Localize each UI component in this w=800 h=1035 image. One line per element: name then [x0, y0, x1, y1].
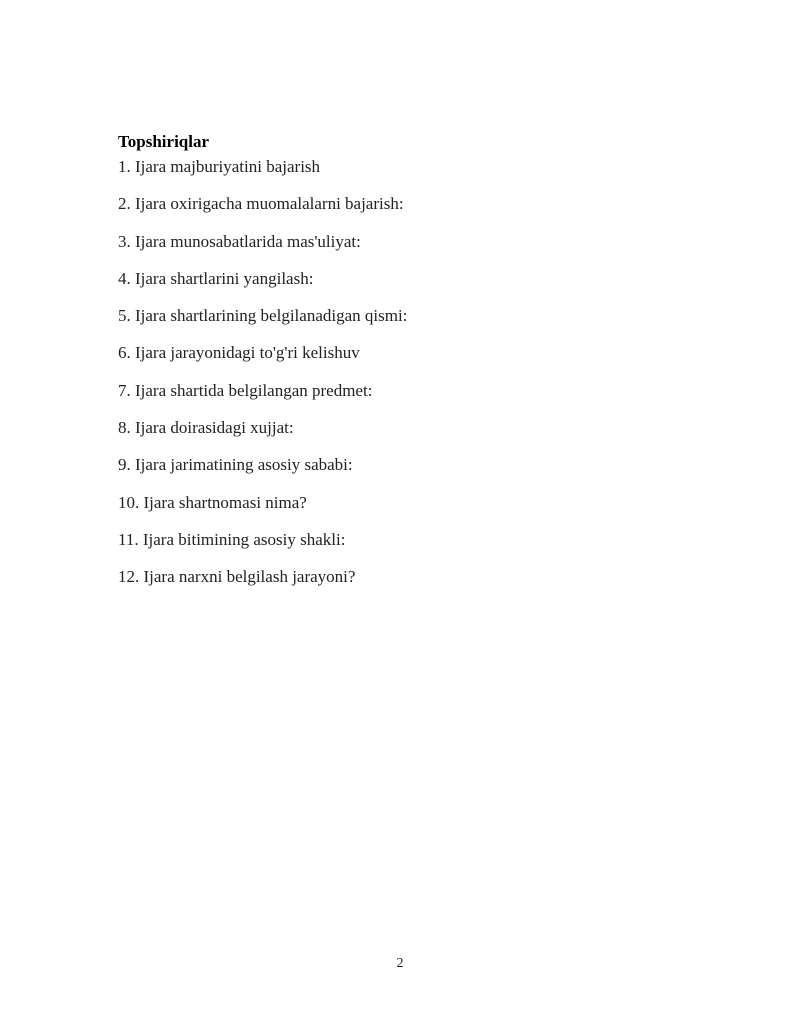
- task-item-3: 3. Ijara munosabatlarida mas'uliyat:: [118, 231, 361, 251]
- task-list: [118, 156, 718, 588]
- task-item-7: 7. Ijara shartida belgilangan predmet:: [118, 380, 373, 400]
- section-heading: Topshiriqlar: [118, 132, 210, 151]
- task-item-11: 11. Ijara bitimining asosiy shakli:: [118, 529, 346, 549]
- task-item-9: 9. Ijara jarimatining asosiy sababi:: [118, 455, 353, 475]
- page-content: [118, 131, 718, 604]
- task-item-4: 4. Ijara shartlarini yangilash:: [118, 268, 314, 288]
- task-item-8: 8. Ijara doirasidagi xujjat:: [118, 418, 294, 438]
- task-item-1: 1. Ijara majburiyatini bajarish: [118, 157, 321, 176]
- page-number: 2: [396, 956, 404, 971]
- task-item-2: 2. Ijara oxirigacha muomalalarni bajarish:: [118, 194, 404, 214]
- task-item-6: 6. Ijara jarayonidagi to'g'ri kelishuv: [118, 343, 360, 363]
- task-item-10: 10. Ijara shartnomasi nima?: [118, 492, 307, 512]
- task-item-12: 12. Ijara narxni belgilash jarayoni?: [118, 567, 356, 587]
- task-item-5: 5. Ijara shartlarining belgilanadigan qismi:: [118, 306, 408, 326]
